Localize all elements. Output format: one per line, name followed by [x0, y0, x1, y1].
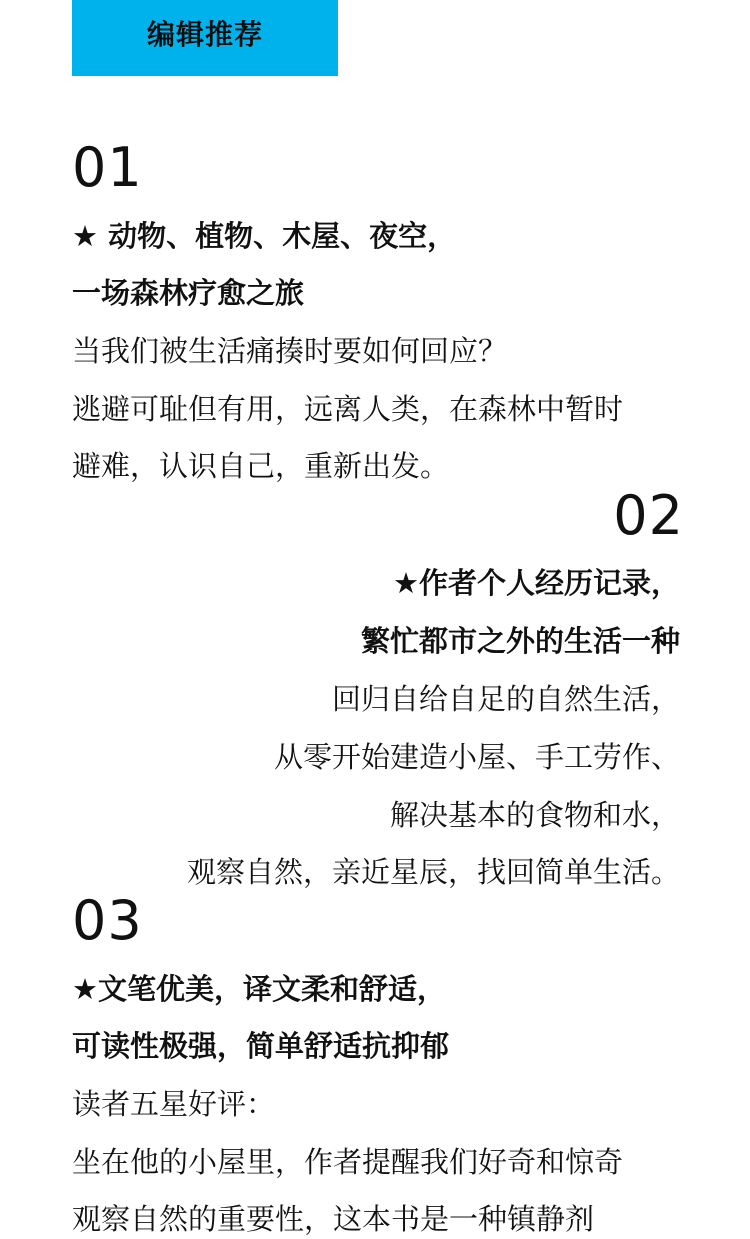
section-02-body-4: 观察自然，亲近星辰，找回简单生活。 [186, 855, 680, 889]
section-02-headline-1: ★作者个人经历记录， [393, 566, 680, 600]
section-03-headline-2: 可读性极强，简单舒适抗抑郁 [72, 1029, 450, 1063]
section-02-body-3: 解决基本的食物和水， [389, 798, 680, 832]
section-01-body-3: 避难，认识自己，重新出发。 [72, 449, 450, 483]
section-number-03: 03 [72, 889, 143, 952]
section-02-headline-2: 繁忙都市之外的生活一种 [360, 624, 680, 658]
section-02-body-1: 回归自给自足的自然生活， [331, 682, 680, 716]
section-02-body-2: 从零开始建造小屋、手工劳作、 [273, 740, 680, 774]
section-01-headline-2: 一场森林疗愈之旅 [72, 276, 305, 310]
section-number-01: 01 [72, 136, 143, 199]
section-03-body-2: 坐在他的小屋里，作者提醒我们好奇和惊奇 [72, 1145, 624, 1179]
section-03-body-3: 观察自然的重要性，这本书是一种镇静剂 [72, 1202, 595, 1236]
section-01-headline-1: ★ 动物、植物、木屋、夜空， [72, 219, 457, 253]
section-03-body-1: 读者五星好评： [72, 1087, 276, 1121]
banner-title: 编辑推荐 [146, 18, 263, 51]
section-03-headline-1: ★文笔优美，译文柔和舒适， [72, 972, 446, 1006]
section-01-body-1: 当我们被生活痛揍时要如何回应？ [72, 334, 508, 368]
editor-recommend-banner [72, 0, 338, 76]
section-number-02: 02 [613, 484, 684, 547]
section-01-body-2: 逃避可耻但有用，远离人类，在森林中暂时 [72, 392, 624, 426]
